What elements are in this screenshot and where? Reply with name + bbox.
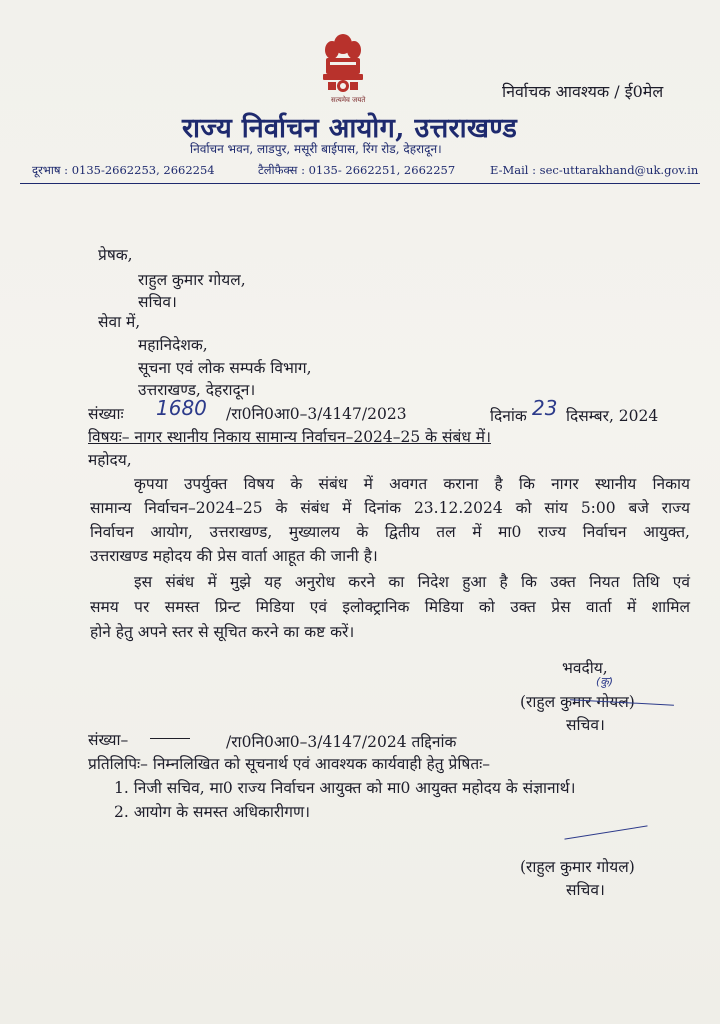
state-emblem-icon [318, 30, 368, 102]
paragraph1-line4: उत्तराखण्ड महोदय की प्रेस वार्ता आहूत की जानी है। [90, 547, 378, 565]
handwritten-day: 23 [532, 396, 558, 420]
copy-ref-code: /रा0नि0आ0–3/4147/2024 तद्दिनांक [226, 733, 457, 751]
paragraph2-line2: समय पर समस्त प्रिन्ट मिडिया एवं इलोक्ट्रानिक मिडिया को उक्त प्रेस वार्ता में शामिल [90, 598, 690, 616]
subject-line: विषयः– नागर स्थानीय निकाय सामान्य निर्वाचन–2024–25 के संबंध में। [88, 428, 491, 446]
copy-ref-blank [150, 738, 190, 739]
paragraph1-line1: कृपया उपर्युक्त विषय के संबंध में अवगत कराना है कि नागर स्थानीय निकाय [134, 475, 690, 493]
salutation: महोदय, [88, 451, 132, 469]
copy-item-1: 1. निजी सचिव, मा0 राज्य निर्वाचन आयुक्त को मा0 आयुक्त महोदय के संज्ञानार्थ। [114, 779, 576, 797]
closing-text: भवदीय, [562, 659, 608, 677]
email-address: E-Mail : sec-uttarakhand@uk.gov.in [490, 163, 699, 177]
office-address: निर्वाचन भवन, लाडपुर, मसूरी बाईपास, रिंग रोड, देहरादून। [190, 142, 442, 156]
paragraph2-line3: होने हेतु अपने स्तर से सूचित करने का कष्ट करें। [90, 623, 355, 641]
signatory-name: (राहुल कुमार गोयल) [520, 693, 635, 711]
copy-intro: प्रतिलिपिः– निम्नलिखित को सूचनार्थ एवं आवश्यक कार्यवाही हेतु प्रेषितः– [88, 755, 491, 773]
paragraph1-line2: सामान्य निर्वाचन–2024–25 के संबंध में दिनांक 23.12.2024 को सांय 5:00 बजे राज्य [90, 499, 690, 517]
signature-initial: (कु) [596, 675, 614, 688]
fax-number: टैलीफैक्स : 0135- 2662251, 2662257 [258, 163, 456, 177]
signatory2-name: (राहुल कुमार गोयल) [520, 858, 635, 876]
date-label: दिनांक [490, 407, 527, 425]
top-right-note: निर्वाचक आवश्यक / ई0मेल [502, 82, 664, 101]
sender-label: प्रेषक, [98, 246, 133, 264]
reference-label: संख्याः [88, 405, 124, 423]
signatory2-designation: सचिव। [566, 881, 605, 899]
recipient-line1: महानिदेशक, [138, 336, 208, 354]
copy-ref-label: संख्या– [88, 731, 129, 749]
paragraph2-line1: इस संबंध में मुझे यह अनुरोध करने का निदेश हुआ है कि उक्त नियत तिथि एवं [134, 573, 690, 591]
recipient-label: सेवा में, [98, 313, 141, 331]
sender-designation: सचिव। [138, 293, 177, 311]
phone-number: दूरभाष : 0135-2662253, 2662254 [32, 163, 215, 177]
copy-item-2: 2. आयोग के समस्त अधिकारीगण। [114, 803, 311, 821]
signatory-designation: सचिव। [566, 716, 605, 734]
sender-name: राहुल कुमार गोयल, [138, 271, 246, 289]
paragraph1-line3: निर्वाचन आयोग, उत्तराखण्ड, मुख्यालय के द्वितीय तल में मा0 राज्य निर्वाचन आयुक्त, [90, 523, 690, 541]
emblem-motto: सत्यमेव जयते [331, 96, 366, 104]
signature-scribble [564, 825, 647, 839]
header-divider [20, 183, 700, 184]
office-title: राज्य निर्वाचन आयोग, उत्तराखण्ड [182, 113, 518, 144]
recipient-line3: उत्तराखण्ड, देहरादून। [138, 381, 256, 399]
date-rest: दिसम्बर, 2024 [566, 407, 659, 425]
handwritten-number: 1680 [156, 396, 207, 420]
reference-code: /रा0नि0आ0–3/4147/2023 [226, 405, 407, 423]
recipient-line2: सूचना एवं लोक सम्पर्क विभाग, [138, 359, 312, 377]
